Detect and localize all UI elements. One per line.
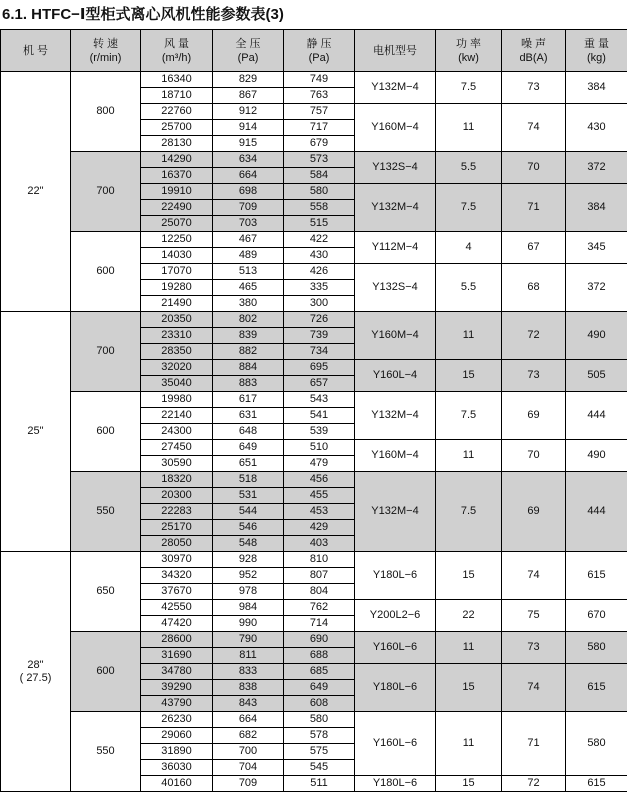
total-pressure-cell: 839 [213,328,284,344]
performance-table [0,29,627,792]
airflow-cell: 16340 [141,72,213,88]
total-pressure-cell: 664 [213,712,284,728]
static-pressure-cell: 558 [284,200,355,216]
table-row [1,552,627,568]
power-cell: 11 [436,712,502,776]
total-pressure-cell: 884 [213,360,284,376]
noise-cell: 73 [502,360,566,392]
static-pressure-cell: 679 [284,136,355,152]
noise-cell: 72 [502,312,566,360]
static-pressure-cell: 717 [284,120,355,136]
airflow-cell: 28050 [141,536,213,552]
static-pressure-cell: 695 [284,360,355,376]
static-pressure-cell: 726 [284,312,355,328]
total-pressure-cell: 651 [213,456,284,472]
noise-cell: 74 [502,552,566,600]
noise-cell: 70 [502,440,566,472]
static-pressure-cell: 300 [284,296,355,312]
motor-model-cell: Y160L−6 [355,712,436,776]
airflow-cell: 22490 [141,200,213,216]
table-row [1,392,627,408]
power-cell: 11 [436,632,502,664]
airflow-cell: 25070 [141,216,213,232]
header-airflow: 风 量 (m³/h) [141,30,213,72]
static-pressure-cell: 762 [284,600,355,616]
static-pressure-cell: 575 [284,744,355,760]
airflow-cell: 23310 [141,328,213,344]
airflow-cell: 21490 [141,296,213,312]
motor-model-cell: Y132M−4 [355,72,436,104]
static-pressure-cell: 657 [284,376,355,392]
static-pressure-cell: 649 [284,680,355,696]
noise-cell: 75 [502,600,566,632]
static-pressure-cell: 763 [284,88,355,104]
table-row [1,712,627,728]
total-pressure-cell: 700 [213,744,284,760]
motor-model-cell: Y160L−4 [355,360,436,392]
static-pressure-cell: 511 [284,776,355,792]
speed-cell: 650 [71,552,141,632]
header-weight: 重 量 (kg) [566,30,627,72]
power-cell: 15 [436,776,502,792]
noise-cell: 74 [502,664,566,712]
motor-model-cell: Y132S−4 [355,264,436,312]
static-pressure-cell: 515 [284,216,355,232]
speed-cell: 800 [71,72,141,152]
total-pressure-cell: 489 [213,248,284,264]
header-row [1,30,627,72]
total-pressure-cell: 698 [213,184,284,200]
airflow-cell: 31690 [141,648,213,664]
noise-cell: 69 [502,392,566,440]
total-pressure-cell: 829 [213,72,284,88]
weight-cell: 430 [566,104,627,152]
static-pressure-cell: 422 [284,232,355,248]
weight-cell: 372 [566,264,627,312]
speed-cell: 550 [71,472,141,552]
motor-model-cell: Y180L−6 [355,776,436,792]
static-pressure-cell: 510 [284,440,355,456]
static-pressure-cell: 690 [284,632,355,648]
airflow-cell: 30970 [141,552,213,568]
power-cell: 5.5 [436,264,502,312]
table-row [1,312,627,328]
total-pressure-cell: 467 [213,232,284,248]
airflow-cell: 34780 [141,664,213,680]
motor-model-cell: Y160M−4 [355,104,436,152]
motor-model-cell: Y132S−4 [355,152,436,184]
weight-cell: 490 [566,440,627,472]
table-row [1,232,627,248]
weight-cell: 580 [566,712,627,776]
total-pressure-cell: 883 [213,376,284,392]
header-machine-no: 机 号 [1,30,71,72]
weight-cell: 444 [566,472,627,552]
table-body [1,72,627,792]
airflow-cell: 31890 [141,744,213,760]
airflow-cell: 24300 [141,424,213,440]
total-pressure-cell: 984 [213,600,284,616]
static-pressure-cell: 455 [284,488,355,504]
weight-cell: 615 [566,552,627,600]
airflow-cell: 30590 [141,456,213,472]
power-cell: 11 [436,104,502,152]
speed-cell: 700 [71,312,141,392]
airflow-cell: 20300 [141,488,213,504]
total-pressure-cell: 544 [213,504,284,520]
speed-cell: 550 [71,712,141,792]
noise-cell: 69 [502,472,566,552]
static-pressure-cell: 810 [284,552,355,568]
static-pressure-cell: 335 [284,280,355,296]
total-pressure-cell: 915 [213,136,284,152]
airflow-cell: 25700 [141,120,213,136]
static-pressure-cell: 807 [284,568,355,584]
noise-cell: 71 [502,184,566,232]
static-pressure-cell: 580 [284,184,355,200]
static-pressure-cell: 479 [284,456,355,472]
header-noise: 噪 声 dB(A) [502,30,566,72]
airflow-cell: 27450 [141,440,213,456]
total-pressure-cell: 833 [213,664,284,680]
static-pressure-cell: 578 [284,728,355,744]
static-pressure-cell: 429 [284,520,355,536]
static-pressure-cell: 539 [284,424,355,440]
airflow-cell: 19980 [141,392,213,408]
speed-cell: 700 [71,152,141,232]
airflow-cell: 18320 [141,472,213,488]
power-cell: 11 [436,312,502,360]
airflow-cell: 32020 [141,360,213,376]
weight-cell: 670 [566,600,627,632]
static-pressure-cell: 685 [284,664,355,680]
noise-cell: 73 [502,72,566,104]
power-cell: 7.5 [436,72,502,104]
total-pressure-cell: 465 [213,280,284,296]
static-pressure-cell: 584 [284,168,355,184]
total-pressure-cell: 518 [213,472,284,488]
motor-model-cell: Y132M−4 [355,184,436,232]
header-speed: 转 速 (r/min) [71,30,141,72]
header-motor-model: 电机型号 [355,30,436,72]
motor-model-cell: Y160L−6 [355,632,436,664]
airflow-cell: 43790 [141,696,213,712]
total-pressure-cell: 978 [213,584,284,600]
power-cell: 4 [436,232,502,264]
total-pressure-cell: 990 [213,616,284,632]
noise-cell: 72 [502,776,566,792]
static-pressure-cell: 545 [284,760,355,776]
machine-no: 28" [27,658,44,671]
airflow-cell: 14030 [141,248,213,264]
airflow-cell: 12250 [141,232,213,248]
total-pressure-cell: 843 [213,696,284,712]
motor-model-cell: Y180L−6 [355,552,436,600]
static-pressure-cell: 688 [284,648,355,664]
static-pressure-cell: 580 [284,712,355,728]
total-pressure-cell: 952 [213,568,284,584]
airflow-cell: 18710 [141,88,213,104]
total-pressure-cell: 914 [213,120,284,136]
power-cell: 7.5 [436,472,502,552]
airflow-cell: 19280 [141,280,213,296]
table-row [1,472,627,488]
noise-cell: 67 [502,232,566,264]
airflow-cell: 20350 [141,312,213,328]
speed-cell: 600 [71,632,141,712]
machine-no-cell [1,72,71,312]
table-row [1,152,627,168]
airflow-cell: 34320 [141,568,213,584]
total-pressure-cell: 802 [213,312,284,328]
total-pressure-cell: 631 [213,408,284,424]
static-pressure-cell: 403 [284,536,355,552]
total-pressure-cell: 634 [213,152,284,168]
total-pressure-cell: 380 [213,296,284,312]
airflow-cell: 28600 [141,632,213,648]
motor-model-cell: Y180L−6 [355,664,436,712]
weight-cell: 505 [566,360,627,392]
noise-cell: 68 [502,264,566,312]
power-cell: 11 [436,440,502,472]
airflow-cell: 17070 [141,264,213,280]
speed-cell: 600 [71,232,141,312]
weight-cell: 345 [566,232,627,264]
static-pressure-cell: 430 [284,248,355,264]
machine-no: 25" [27,425,44,437]
machine-no-alt: ( 27.5) [19,671,52,684]
weight-cell: 384 [566,72,627,104]
airflow-cell: 25170 [141,520,213,536]
static-pressure-cell: 739 [284,328,355,344]
weight-cell: 580 [566,632,627,664]
table-row [1,632,627,648]
total-pressure-cell: 682 [213,728,284,744]
motor-model-cell: Y112M−4 [355,232,436,264]
airflow-cell: 29060 [141,728,213,744]
header-total-pressure: 全 压 (Pa) [213,30,284,72]
machine-no: 22" [27,185,44,197]
motor-model-cell: Y160M−4 [355,312,436,360]
speed-cell: 600 [71,392,141,472]
airflow-cell: 28130 [141,136,213,152]
total-pressure-cell: 617 [213,392,284,408]
power-cell: 15 [436,664,502,712]
static-pressure-cell: 608 [284,696,355,712]
static-pressure-cell: 734 [284,344,355,360]
noise-cell: 74 [502,104,566,152]
weight-cell: 615 [566,776,627,792]
total-pressure-cell: 790 [213,632,284,648]
total-pressure-cell: 703 [213,216,284,232]
power-cell: 7.5 [436,184,502,232]
airflow-cell: 22283 [141,504,213,520]
static-pressure-cell: 714 [284,616,355,632]
motor-model-cell: Y132M−4 [355,472,436,552]
total-pressure-cell: 928 [213,552,284,568]
airflow-cell: 37670 [141,584,213,600]
weight-cell: 490 [566,312,627,360]
airflow-cell: 36030 [141,760,213,776]
header-static-pressure: 静 压 (Pa) [284,30,355,72]
motor-model-cell: Y160M−4 [355,440,436,472]
noise-cell: 70 [502,152,566,184]
airflow-cell: 40160 [141,776,213,792]
airflow-cell: 22140 [141,408,213,424]
airflow-cell: 35040 [141,376,213,392]
static-pressure-cell: 426 [284,264,355,280]
power-cell: 5.5 [436,152,502,184]
airflow-cell: 47420 [141,616,213,632]
airflow-cell: 22760 [141,104,213,120]
total-pressure-cell: 838 [213,680,284,696]
total-pressure-cell: 709 [213,200,284,216]
static-pressure-cell: 757 [284,104,355,120]
total-pressure-cell: 882 [213,344,284,360]
total-pressure-cell: 513 [213,264,284,280]
total-pressure-cell: 867 [213,88,284,104]
total-pressure-cell: 531 [213,488,284,504]
total-pressure-cell: 546 [213,520,284,536]
weight-cell: 384 [566,184,627,232]
power-cell: 15 [436,552,502,600]
static-pressure-cell: 453 [284,504,355,520]
total-pressure-cell: 664 [213,168,284,184]
table-row [1,72,627,88]
static-pressure-cell: 573 [284,152,355,168]
power-cell: 7.5 [436,392,502,440]
total-pressure-cell: 912 [213,104,284,120]
page-title: 6.1. HTFC−Ⅰ型柜式离心风机性能参数表(3) [2,6,284,23]
power-cell: 15 [436,360,502,392]
total-pressure-cell: 649 [213,440,284,456]
noise-cell: 73 [502,632,566,664]
static-pressure-cell: 543 [284,392,355,408]
weight-cell: 444 [566,392,627,440]
airflow-cell: 26230 [141,712,213,728]
airflow-cell: 19910 [141,184,213,200]
total-pressure-cell: 548 [213,536,284,552]
airflow-cell: 28350 [141,344,213,360]
static-pressure-cell: 804 [284,584,355,600]
machine-no-cell [1,552,71,792]
airflow-cell: 14290 [141,152,213,168]
total-pressure-cell: 811 [213,648,284,664]
weight-cell: 372 [566,152,627,184]
airflow-cell: 39290 [141,680,213,696]
motor-model-cell: Y200L2−6 [355,600,436,632]
airflow-cell: 42550 [141,600,213,616]
total-pressure-cell: 709 [213,776,284,792]
static-pressure-cell: 456 [284,472,355,488]
machine-no-cell [1,312,71,552]
total-pressure-cell: 648 [213,424,284,440]
noise-cell: 71 [502,712,566,776]
weight-cell: 615 [566,664,627,712]
airflow-cell: 16370 [141,168,213,184]
power-cell: 22 [436,600,502,632]
static-pressure-cell: 541 [284,408,355,424]
static-pressure-cell: 749 [284,72,355,88]
header-power: 功 率 (kw) [436,30,502,72]
motor-model-cell: Y132M−4 [355,392,436,440]
total-pressure-cell: 704 [213,760,284,776]
